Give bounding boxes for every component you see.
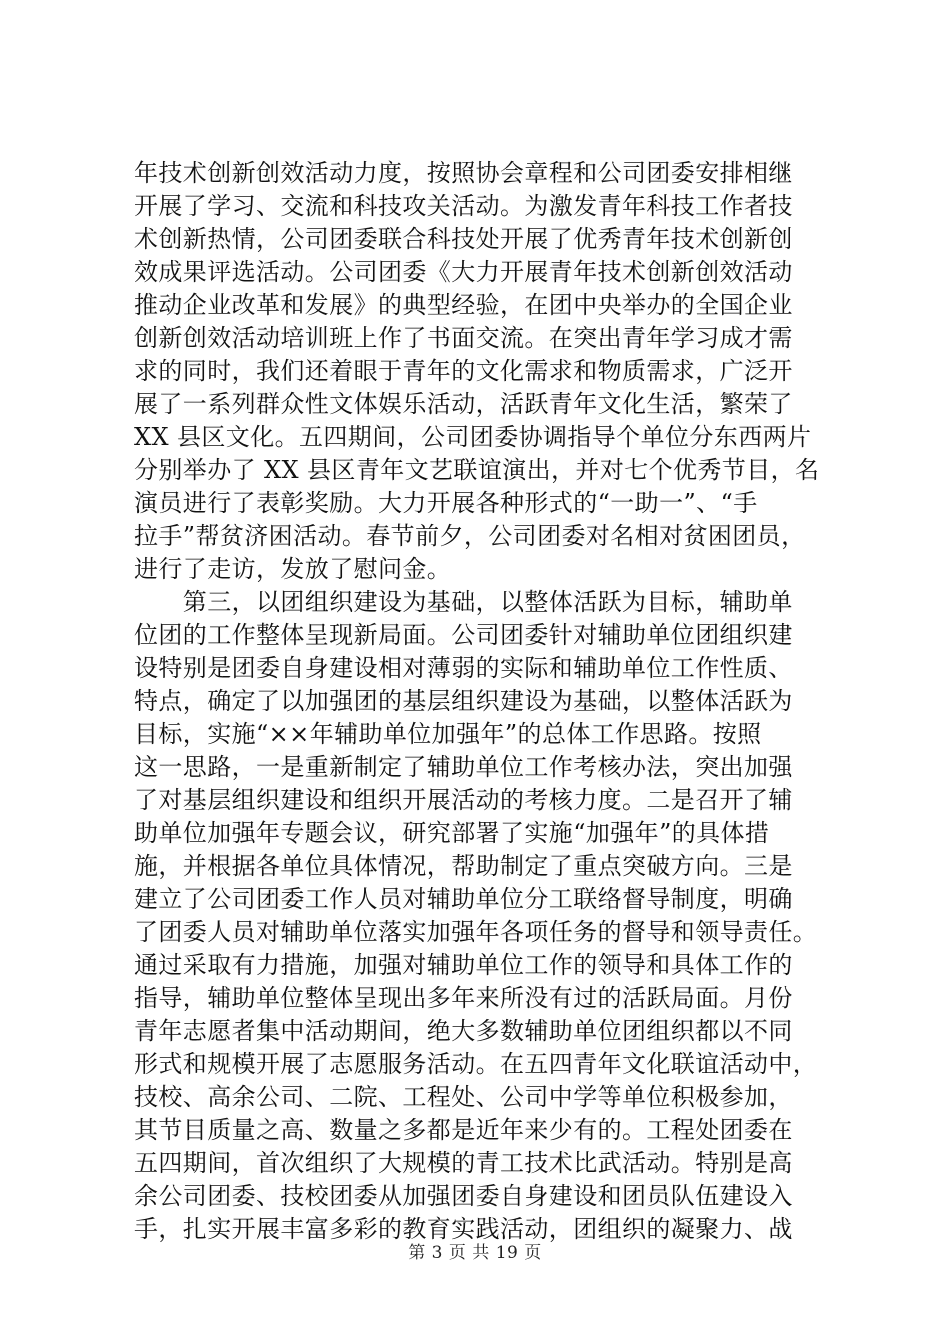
- text-line: XX 县区文化。五四期间，公司团委协调指导个单位分东西两片: [134, 423, 812, 451]
- text-line: 青年志愿者集中活动期间，绝大多数辅助单位团组织都以不同: [134, 1017, 793, 1045]
- text-line: 第三，以团组织建设为基础，以整体活跃为目标，辅助单: [134, 588, 793, 616]
- text-line: 开展了学习、交流和科技攻关活动。为激发青年科技工作者技: [134, 192, 793, 220]
- text-line: 其节目质量之高、数量之多都是近年来少有的。工程处团委在: [134, 1116, 793, 1144]
- text-line: 余公司团委、技校团委从加强团委自身建设和团员队伍建设入: [134, 1182, 793, 1210]
- text-line: 手，扎实开展丰富多彩的教育实践活动，团组织的凝聚力、战: [134, 1215, 793, 1243]
- text-line: 助单位加强年专题会议，研究部署了实施“加强年”的具体措: [134, 819, 770, 847]
- body-text: [134, 157, 834, 1246]
- text-line: 指导，辅助单位整体呈现出多年来所没有过的活跃局面。月份: [134, 984, 793, 1012]
- text-line: 这一思路，一是重新制定了辅助单位工作考核办法，突出加强: [134, 753, 793, 781]
- text-line: 效成果评选活动。公司团委《大力开展青年技术创新创效活动: [134, 258, 793, 286]
- text-line: 五四期间，首次组织了大规模的青工技术比武活动。特别是高: [134, 1149, 793, 1177]
- text-line: 展了一系列群众性文体娱乐活动，活跃青年文化生活，繁荣了: [134, 390, 793, 418]
- text-line: 通过采取有力措施，加强对辅助单位工作的领导和具体工作的: [134, 951, 793, 979]
- text-line: 位团的工作整体呈现新局面。公司团委针对辅助单位团组织建: [134, 621, 793, 649]
- text-line: 创新创效活动培训班上作了书面交流。在突出青年学习成才需: [134, 324, 793, 352]
- text-line: 设特别是团委自身建设相对薄弱的实际和辅助单位工作性质、: [134, 654, 793, 682]
- text-line: 建立了公司团委工作人员对辅助单位分工联络督导制度，明确: [134, 885, 793, 913]
- text-line: 进行了走访，发放了慰问金。: [134, 555, 452, 583]
- text-line: 演员进行了表彰奖励。大力开展各种形式的“一助一”、“手: [134, 489, 758, 517]
- text-line: 了团委人员对辅助单位落实加强年各项任务的督导和领导责任。: [134, 918, 818, 946]
- text-line: 形式和规模开展了志愿服务活动。在五四青年文化联谊活动中，: [134, 1050, 818, 1078]
- text-line: 施，并根据各单位具体情况，帮助制定了重点突破方向。三是: [134, 852, 793, 880]
- text-line: 推动企业改革和发展》的典型经验，在团中央举办的全国企业: [134, 291, 793, 319]
- text-line: 求的同时，我们还着眼于青年的文化需求和物质需求，广泛开: [134, 357, 793, 385]
- text-line: 了对基层组织建设和组织开展活动的考核力度。二是召开了辅: [134, 786, 793, 814]
- text-line: 特点，确定了以加强团的基层组织建设为基础，以整体活跃为: [134, 687, 793, 715]
- text-line: 技校、高余公司、二院、工程处、公司中学等单位积极参加，: [134, 1083, 793, 1111]
- text-line: 拉手”帮贫济困活动。春节前夕，公司团委对名相对贫困团员，: [134, 522, 806, 550]
- page-number-footer: 第 3 页 共 19 页: [408, 1243, 542, 1263]
- text-line: 目标，实施“××年辅助单位加强年”的总体工作思路。按照: [134, 720, 762, 748]
- text-line: 术创新热情，公司团委联合科技处开展了优秀青年技术创新创: [134, 225, 793, 253]
- text-line: 年技术创新创效活动力度，按照协会章程和公司团委安排相继: [134, 159, 793, 187]
- text-line: 分别举办了 XX 县区青年文艺联谊演出，并对七个优秀节目，名: [134, 456, 820, 484]
